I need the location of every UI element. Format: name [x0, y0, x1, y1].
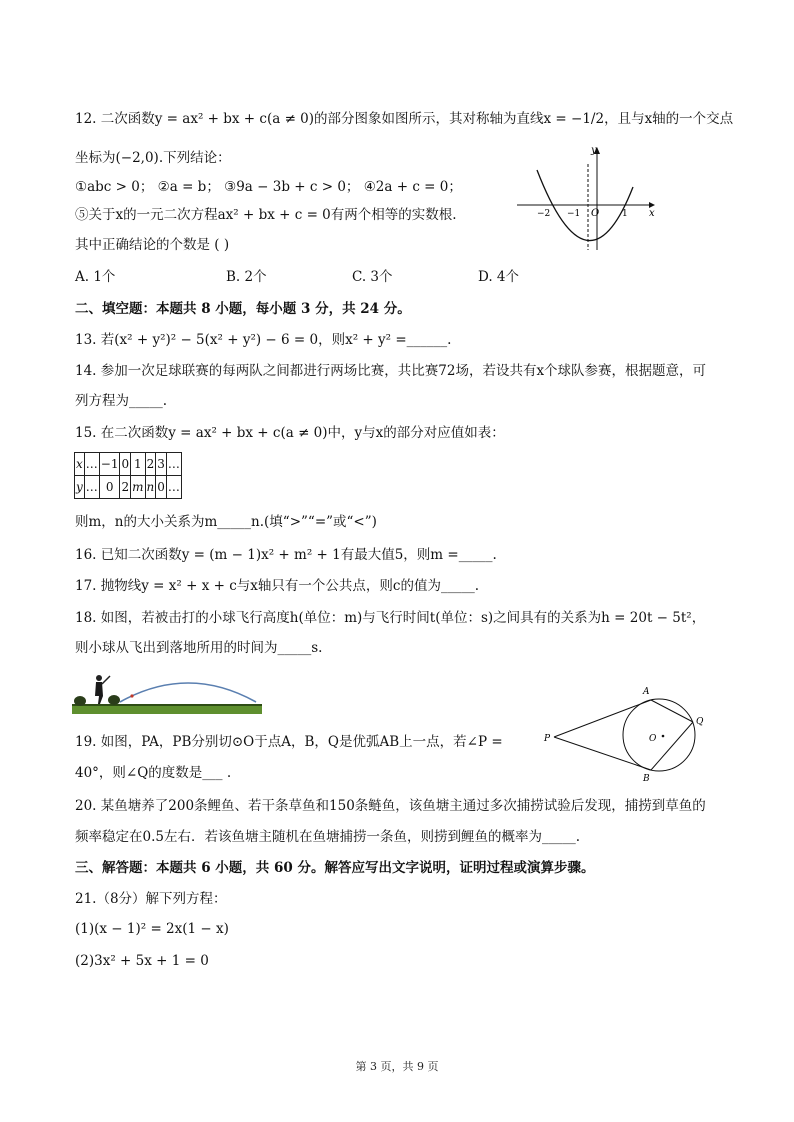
label-q: Q	[696, 717, 704, 727]
tick-minus-2: −2	[537, 209, 551, 219]
q19-line2: 40°，则∠Q的度数是___ .	[75, 765, 232, 781]
table-cell: …	[166, 453, 181, 476]
label-o: O	[649, 734, 657, 744]
q18-golf-illustration	[72, 668, 264, 718]
q12-line2: 坐标为(−2,0).下列结论：	[75, 150, 231, 166]
q17-text: 17. 抛物线y = x² + x + c与x轴只有一个公共点，则c的值为_____.	[75, 578, 479, 594]
q21-line1: 21.（8分）解下列方程：	[75, 891, 227, 907]
q12-option-c: C. 3个	[352, 269, 393, 285]
q19-circle-tangent-figure	[540, 680, 715, 785]
q12-line4: ⑤关于x的一元二次方程ax² + bx + c = 0有两个相等的实数根.	[75, 207, 457, 223]
tangent-pb	[554, 737, 651, 770]
q12-option-d: D. 4个	[478, 269, 520, 285]
q12-line5: 其中正确结论的个数是 ( )	[75, 237, 230, 253]
q18-line2: 则小球从飞出到落地所用的时间为_____s.	[75, 640, 323, 656]
table-cell: 0	[120, 453, 131, 476]
q13-text: 13. 若(x² + y²)² − 5(x² + y²) − 6 = 0，则x² + y² =______.	[75, 332, 452, 348]
page-footer: 第 3 页，共 9 页	[355, 1060, 439, 1073]
q12-line3: ①abc > 0； ②a = b； ③9a − 3b + c > 0； ④2a + c = 0；	[75, 179, 462, 195]
q15-value-table	[74, 452, 182, 499]
table-cell: 0	[156, 476, 167, 499]
table-cell: 1	[131, 453, 145, 476]
q21-line3: (2)3x² + 5x + 1 = 0	[75, 953, 209, 969]
table-cell: x	[75, 453, 85, 476]
chord-qb	[651, 722, 693, 770]
q18-line1: 18. 如图，若被击打的小球飞行高度h(单位：m)与飞行时间t(单位：s)之间具有的关系为h = 20t − 5t²，	[75, 610, 706, 626]
table-cell: n	[145, 476, 156, 499]
x-axis-label: x	[649, 208, 655, 219]
q12-parabola-graph	[515, 142, 660, 254]
label-b: B	[643, 774, 650, 784]
q15-line1: 15. 在二次函数y = ax² + bx + c(a ≠ 0)中，y与x的部分对应值如表：	[75, 425, 505, 441]
label-p: P	[544, 734, 551, 744]
q19-line1: 19. 如图，PA，PB分别切⊙O于点A，B，Q是优弧AB上一点，若∠P =	[75, 734, 503, 750]
q20-line2: 频率稳定在0.5左右．若该鱼塘主随机在鱼塘捕捞一条鱼，则捞到鲤鱼的概率为_____.	[75, 829, 581, 845]
q20-line1: 20. 某鱼塘养了200条鲤鱼、若干条草鱼和150条鲢鱼，该鱼塘主通过多次捕捞试验后发现，捕捞到草鱼的	[75, 798, 706, 814]
golfer-icon	[95, 675, 110, 704]
grass-edge	[72, 704, 262, 706]
center-dot	[662, 735, 665, 738]
origin-label: O	[591, 208, 600, 219]
section2-heading: 二、填空题：本题共 8 小题，每小题 3 分，共 24 分。	[75, 301, 411, 317]
y-axis-label: y	[591, 145, 597, 156]
ball-trajectory	[120, 683, 256, 702]
table-cell: 2	[145, 453, 156, 476]
q14-line1: 14. 参加一次足球联赛的每两队之间都进行两场比赛，共比赛72场，若设共有x个球队参赛，根据题意，可	[75, 363, 707, 379]
q12-option-b: B. 2个	[226, 269, 267, 285]
q14-line2: 列方程为_____.	[75, 393, 168, 409]
table-cell: …	[84, 476, 99, 499]
section3-heading: 三、解答题：本题共 6 小题，共 60 分。解答应写出文字说明，证明过程或演算步骤。	[75, 860, 595, 876]
tangent-pa	[554, 700, 651, 737]
table-cell: 2	[120, 476, 131, 499]
table-cell: 3	[156, 453, 167, 476]
grass-strip	[72, 705, 262, 714]
chord-aq	[651, 700, 693, 722]
table-row	[75, 453, 182, 476]
table-cell: m	[131, 476, 145, 499]
table-row	[75, 476, 182, 499]
tick-1: 1	[622, 209, 628, 219]
bush-right	[108, 695, 120, 705]
q12-option-a: A. 1个	[75, 269, 116, 285]
golf-ball	[130, 694, 133, 697]
label-a: A	[643, 687, 650, 697]
q12-line1: 12. 二次函数y = ax² + bx + c(a ≠ 0)的部分图象如图所示，其对称轴为直线x = −1/2，且与x轴的一个交点	[75, 111, 734, 127]
table-cell: −1	[99, 453, 120, 476]
q15-line2: 则m，n的大小关系为m_____n.(填“>”“=”或“<”)	[75, 514, 377, 530]
q21-line2: (1)(x − 1)² = 2x(1 − x)	[75, 921, 229, 937]
bush-left	[74, 696, 86, 706]
table-cell: 0	[99, 476, 120, 499]
table-cell: y	[75, 476, 85, 499]
q16-text: 16. 已知二次函数y = (m − 1)x² + m² + 1有最大值5，则m =_____.	[75, 547, 497, 563]
table-cell: …	[84, 453, 99, 476]
table-cell: …	[166, 476, 181, 499]
tick-minus-1: −1	[567, 209, 581, 219]
